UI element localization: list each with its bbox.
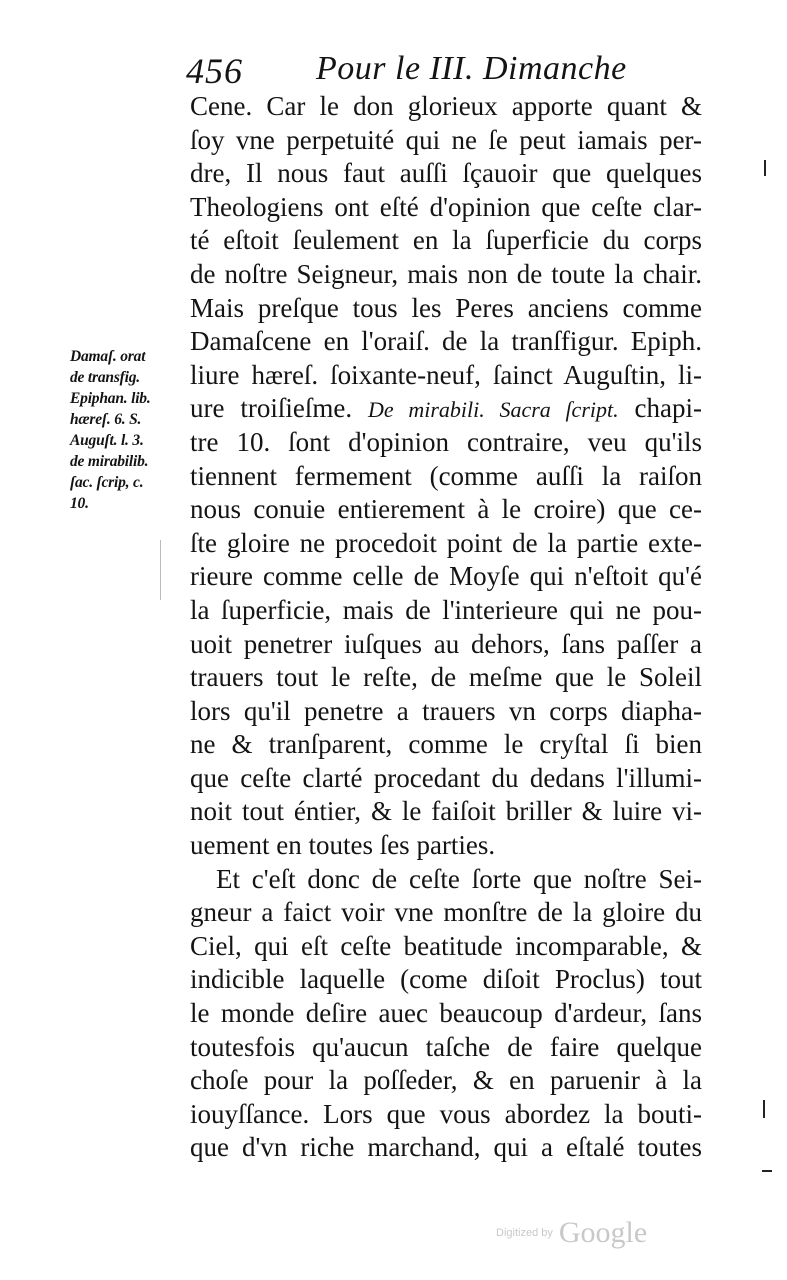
text-line: indicible laquelle (come diſoit Proclus) tout — [190, 964, 702, 995]
text-line: de noſtre Seigneur, mais non de toute la chair. — [190, 258, 702, 289]
text-line: iouyſſance. Lors que vous abordez la bouti- — [190, 1098, 702, 1129]
text-line: uoit penetrer iuſques au dehors, ſans paſſer a — [190, 628, 702, 659]
scan-edge-mark — [762, 1170, 772, 1172]
text-line: trauers tout le reſte, de meſme que le Soleil — [190, 662, 702, 693]
text-line: nous conuie entierement à le croire) que ce- — [190, 494, 702, 525]
running-title: Pour le III. Dimanche — [316, 50, 627, 87]
text-line: tiennent fermement (comme auſſi la raiſon — [190, 460, 702, 491]
text-line: lors qu'il penetre a trauers vn corps diapha- — [190, 695, 702, 726]
digitized-by-google-watermark — [496, 1216, 647, 1250]
text-line: ne & tranſparent, comme le cryſtal ſi bien — [190, 729, 702, 760]
margin-note-line: Epiphan. lib. — [70, 390, 151, 407]
text-line: té eſtoit ſeulement en la ſuperficie du corps — [190, 225, 702, 256]
text-line: que d'vn riche marchand, qui a eſtalé toutes — [190, 1132, 702, 1163]
scan-edge-mark — [160, 540, 161, 600]
margin-note-line: de transfig. — [70, 369, 140, 386]
text-line: le monde deſire auec beaucoup d'ardeur, ſans — [190, 998, 702, 1029]
text-line: uement en toutes ſes parties. — [190, 830, 496, 861]
google-logo: Google — [558, 1216, 648, 1249]
text-line: dre, Il nous faut auſſi ſçauoir que quelques — [190, 158, 702, 189]
scan-edge-mark — [764, 160, 766, 176]
text-line: rieure comme celle de Moyſe qui n'eſtoit qu'é — [190, 561, 702, 592]
text-line: Cene. Car le don glorieux apporte quant & — [190, 91, 702, 121]
text-line: noit tout éntier, & le faiſoit briller & luire vi- — [190, 796, 702, 827]
text-line: Et c'eſt donc de ceſte ſorte que noſtre Sei- — [216, 863, 702, 894]
margin-note-line: Damaſ. orat — [70, 348, 146, 365]
margin-note-line: hæreſ. 6. S. — [70, 411, 142, 428]
margin-note-line: de mirabilib. — [70, 453, 149, 470]
text-line-with-citation — [190, 392, 702, 426]
text-line: Theologiens ont eſté d'opinion que ceſte clar- — [190, 191, 702, 222]
text-line: la ſuperficie, mais de l'interieure qui ne pou- — [190, 594, 702, 625]
text-line: choſe pour la poſſeder, & en paruenir à la — [190, 1065, 702, 1096]
text-segment: ure troiſieſme. — [190, 393, 353, 424]
text-line: ſte gloire ne procedoit point de la partie exte- — [190, 527, 702, 558]
text-line: gneur a faict voir vne monſtre de la gloire du — [190, 897, 702, 928]
body-text — [190, 90, 702, 1165]
text-line: Ciel, qui eſt ceſte beatitude incomparable, & — [190, 930, 702, 961]
margin-note-line: ſac. ſcrip, c. — [70, 474, 144, 491]
text-line: Damaſcene en l'oraiſ. de la tranſfigur. Epiph. — [190, 326, 702, 357]
digitized-by-label: Digitized by — [496, 1227, 553, 1239]
text-segment: chapi- — [634, 393, 702, 424]
page-number: 456 — [186, 51, 243, 91]
text-line: Mais preſque tous les Peres anciens comme — [190, 292, 702, 323]
margin-note — [70, 346, 188, 514]
text-line: liure hæreſ. ſoixante-neuf, ſainct Auguſtin, li- — [190, 359, 702, 390]
text-line: toutesfois qu'aucun taſche de faire quelque — [190, 1031, 702, 1062]
text-line: ſoy vne perpetuité qui ne ſe peut iamais per- — [190, 124, 702, 155]
text-line: que ceſte clarté procedant du dedans l'illumi- — [190, 762, 702, 793]
page-header — [186, 50, 706, 94]
text-line: tre 10. ſont d'opinion contraire, veu qu'ils — [190, 426, 702, 457]
margin-note-line: Auguſt. l. 3. — [70, 432, 144, 449]
scan-edge-mark — [763, 1100, 765, 1118]
inline-citation: De mirabili. Sacra ſcript. — [368, 397, 619, 423]
margin-note-line: 10. — [70, 495, 89, 512]
